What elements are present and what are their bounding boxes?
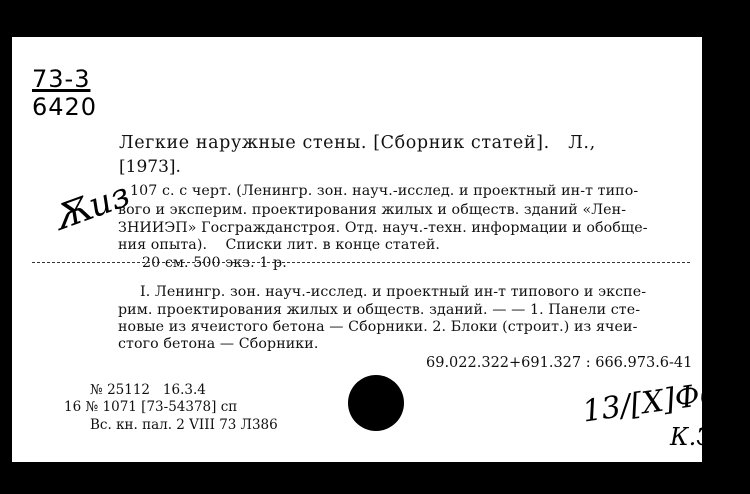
classification-code: 69.022.322+691.327 : 666.973.6-41 (426, 355, 693, 371)
handwritten-note-right: 13/[Х]Фви (580, 373, 739, 430)
handwritten-note-left: Ѫиз (47, 174, 136, 240)
registration-line2: 16 № 1071 [73-54378] сп (64, 399, 238, 415)
catalog-card (12, 37, 739, 462)
punch-hole (348, 375, 404, 431)
subject-line2: рим. проектирования жилых и обществ. зданий. — — 1. Панели сте- (118, 302, 641, 318)
subject-line1: I. Ленингр. зон. науч.-исслед. и проектный ин-т типового и экспе- (140, 284, 647, 300)
call-number-line1: 73-3 (32, 65, 91, 93)
handwritten-note-right-lower: К.Э (670, 423, 715, 451)
description-line2: вого и эксперим. проектирования жилых и обществ. зданий «Лен- (118, 202, 627, 218)
description-line5: 20 см. 500 экз. 1 р. (142, 255, 287, 271)
registration-line3: Вс. кн. пал. 2 VIII 73 Л386 (90, 417, 278, 433)
call-number-line2: 6420 (32, 93, 98, 121)
subject-line3: новые из ячеистого бетона — Сборники. 2. Блоки (строит.) из ячеи- (118, 319, 638, 335)
description-line3: ЗНИИЭП» Госгражданстроя. Отд. науч.-техн. информации и обобще- (118, 220, 648, 236)
subject-line4: стого бетона — Сборники. (118, 336, 319, 352)
separator-dashed (32, 262, 690, 263)
registration-line1: № 25112 16.3.4 (90, 382, 206, 398)
description-line4: ния опыта). Списки лит. в конце статей. (118, 237, 440, 253)
description-line1: 107 с. с черт. (Ленингр. зон. науч.-исслед. и проектный ин-т типо- (130, 183, 639, 199)
call-number (32, 67, 97, 119)
card-title-line1: Легкие наружные стены. [Сборник статей]. Л., (119, 133, 596, 153)
card-title-line2: [1973]. (119, 157, 181, 177)
